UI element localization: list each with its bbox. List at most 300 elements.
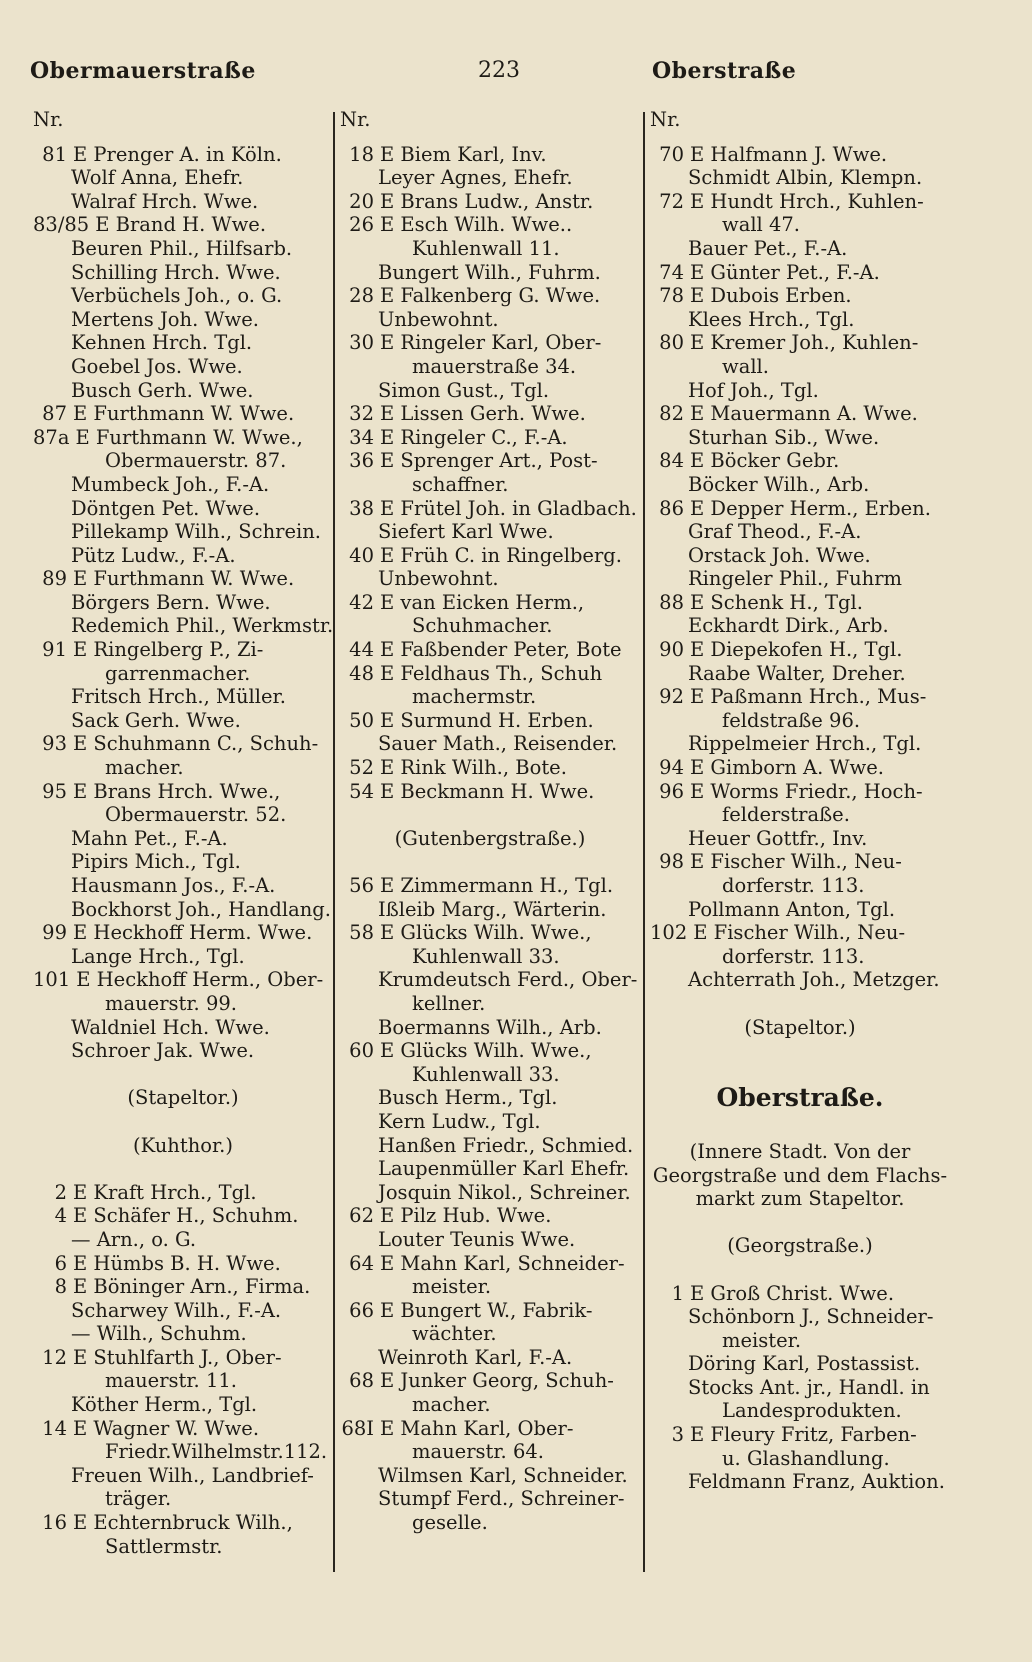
continuation-line: wall 47. <box>722 213 800 237</box>
resident-line: Pipirs Mich., Tgl. <box>71 850 241 874</box>
entry-text: E Surmund H. Erben. <box>380 708 594 732</box>
entry-text: E Sprenger Art., Post- <box>380 449 598 473</box>
house-entry <box>650 780 950 804</box>
house-number: 93 <box>42 732 67 756</box>
continuation-line: Obermauerstr. 52. <box>105 803 287 827</box>
section-heading: (Innere Stadt. Von der <box>689 1139 911 1163</box>
resident-line: Mumbeck Joh., F.-A. <box>71 472 270 496</box>
house-number: 87 <box>42 402 67 426</box>
entry-text: E Frütel Joh. in Gladbach. <box>380 496 637 520</box>
entry-text: E Glücks Wilh. Wwe., <box>380 1039 592 1063</box>
resident-line: Döntgen Pet. Wwe. <box>71 496 261 520</box>
resident-line: Leyer Agnes, Ehefr. <box>378 166 573 190</box>
resident-line: Bungert Wilh., Fuhrm. <box>378 260 601 284</box>
spacer <box>340 803 640 827</box>
resident-line: Krumdeutsch Ferd., Ober- <box>378 968 638 992</box>
house-entry <box>340 1039 640 1063</box>
resident-line: Boermanns Wilh., Arb. <box>378 1015 602 1039</box>
entry-text: E Groß Christ. Wwe. <box>690 1281 895 1305</box>
resident-line: Weinroth Karl, F.-A. <box>378 1345 573 1369</box>
house-number: 28 <box>349 284 374 308</box>
house-entry <box>650 1423 950 1447</box>
entry-text: E Hundt Hrch., Kuhlen- <box>690 189 924 213</box>
section-heading: (Stapeltor.) <box>127 1086 239 1110</box>
continuation-line: wall. <box>722 354 769 378</box>
spacer <box>650 1211 950 1235</box>
continuation-line: felderstraße. <box>722 803 850 827</box>
continuation-line: macher. <box>412 1393 491 1417</box>
entry-text: E Faßbender Peter, Bote <box>380 638 622 662</box>
entry-text: E Heckhoff Herm., Ober- <box>76 968 324 992</box>
house-entry <box>33 780 333 804</box>
continuation-line: Kuhlenwall 33. <box>412 1062 560 1086</box>
entry-text: E Junker Georg, Schuh- <box>380 1369 614 1393</box>
continuation-line: meister. <box>722 1328 802 1352</box>
house-number: 70 <box>659 142 684 166</box>
house-entry <box>340 1252 640 1276</box>
house-entry <box>33 567 333 591</box>
house-number: 95 <box>42 779 67 803</box>
continuation-line: mauerstr. 11. <box>105 1369 237 1393</box>
continuation-line: u. Glashandlung. <box>722 1446 890 1470</box>
house-entry <box>650 143 950 167</box>
resident-line: Böcker Wilh., Arb. <box>688 472 870 496</box>
house-entry <box>650 331 950 355</box>
entry-text: E Bungert W., Fabrik- <box>380 1298 593 1322</box>
resident-line: Hausmann Jos., F.-A. <box>71 874 276 897</box>
continuation-line: träger. <box>105 1487 172 1511</box>
house-number: 26 <box>349 213 374 237</box>
section-heading: (Georgstraße.) <box>727 1234 873 1258</box>
resident-line: Wolf Anna, Ehefr. <box>71 166 244 190</box>
resident-line: Stumpf Ferd., Schreiner- <box>378 1487 625 1511</box>
house-number: 54 <box>349 779 374 803</box>
entry-text: E Günter Pet., F.-A. <box>690 260 880 284</box>
house-number: 66 <box>349 1298 374 1322</box>
house-number: 88 <box>659 590 684 614</box>
continuation-line: dorferstr. 113. <box>722 874 865 897</box>
resident-line: Bauer Pet., F.-A. <box>688 236 848 260</box>
house-number: 18 <box>349 142 374 166</box>
continuation-line: kellner. <box>412 991 486 1015</box>
spacer <box>33 1063 333 1087</box>
house-entry <box>650 850 950 874</box>
house-number: 42 <box>349 590 374 614</box>
resident-line: Ißleib Marg., Wärterin. <box>378 897 607 921</box>
house-entry <box>650 402 950 426</box>
house-entry <box>650 497 950 521</box>
house-number: 87a <box>33 425 70 449</box>
column-3 <box>650 108 950 1494</box>
entry-text: E Brand H. Wwe. <box>95 213 267 237</box>
spacer <box>33 1157 333 1181</box>
entry-text: E Ringeler C., F.-A. <box>380 425 568 449</box>
spacer <box>650 1258 950 1282</box>
house-number: 3 <box>671 1423 684 1447</box>
house-number: 86 <box>659 496 684 520</box>
resident-line: Schroer Jak. Wwe. <box>71 1039 255 1063</box>
entry-text: E Pilz Hub. Wwe. <box>380 1204 552 1228</box>
resident-line: Beuren Phil., Hilfsarb. <box>71 236 293 260</box>
entry-text: E Brans Ludw., Anstr. <box>380 189 594 213</box>
house-number: 102 <box>650 921 688 945</box>
resident-line: Busch Gerh. Wwe. <box>71 378 254 402</box>
entry-text: E Furthmann W. Wwe., <box>75 425 303 449</box>
spacer <box>650 1039 950 1063</box>
resident-line: Raabe Walter, Dreher. <box>688 661 906 685</box>
resident-line: Scharwey Wilh., F.-A. <box>71 1298 282 1322</box>
house-entry <box>340 591 640 615</box>
house-number: 36 <box>349 449 374 473</box>
house-number: 89 <box>42 567 67 591</box>
house-number: 99 <box>42 921 67 945</box>
spacer <box>340 850 640 874</box>
resident-line: Unbewohnt. <box>378 307 499 331</box>
house-number: 72 <box>659 189 684 213</box>
house-number: 48 <box>349 661 374 685</box>
entry-text: E Schuhmann C., Schuh- <box>73 732 319 756</box>
entry-text: E Kraft Hrch., Tgl. <box>73 1180 257 1204</box>
house-entry <box>33 213 333 237</box>
house-number: 91 <box>42 638 67 662</box>
resident-line: Goebel Jos. Wwe. <box>71 354 243 378</box>
entry-text: E van Eicken Herm., <box>380 590 585 614</box>
house-number: 32 <box>349 402 374 426</box>
house-number: 4 <box>54 1204 67 1228</box>
continuation-line: mauerstraße 34. <box>412 354 577 378</box>
house-number: 84 <box>659 449 684 473</box>
entry-text: E Heckhoff Herm. Wwe. <box>73 921 313 945</box>
house-entry <box>650 921 950 945</box>
resident-line: Stocks Ant. jr., Handl. in <box>688 1375 930 1399</box>
resident-line: Bockhorst Joh., Handlang. <box>71 897 331 921</box>
house-entry <box>340 756 640 780</box>
house-entry <box>650 638 950 662</box>
house-number: 64 <box>349 1251 374 1275</box>
entry-text: E Ringeler Karl, Ober- <box>380 331 602 355</box>
house-entry <box>340 544 640 568</box>
house-entry <box>340 426 640 450</box>
entry-text: E Paßmann Hrch., Mus- <box>690 685 927 709</box>
entry-text: E Feldhaus Th., Schuh <box>380 661 603 685</box>
house-entry <box>33 143 333 167</box>
house-entry <box>340 449 640 473</box>
house-entry <box>33 426 333 450</box>
house-entry <box>650 190 950 214</box>
resident-line: Döring Karl, Postassist. <box>688 1352 921 1376</box>
house-number: 74 <box>659 260 684 284</box>
resident-line: Schilling Hrch. Wwe. <box>71 260 281 284</box>
house-entry <box>650 591 950 615</box>
header-street-left: Obermauerstraße <box>30 58 256 84</box>
nr-heading: Nr. <box>340 108 371 131</box>
resident-line: Mertens Joh. Wwe. <box>71 307 259 331</box>
entry-text: E Dubois Erben. <box>690 284 852 308</box>
entry-text: E Echternbruck Wilh., <box>73 1511 293 1535</box>
entry-text: E Worms Friedr., Hoch- <box>690 779 923 803</box>
house-entry <box>340 1204 640 1228</box>
house-entry <box>33 1417 333 1441</box>
house-number: 80 <box>659 331 684 355</box>
house-number: 6 <box>54 1251 67 1275</box>
house-entry <box>33 732 333 756</box>
house-number: 82 <box>659 402 684 426</box>
section-heading: (Gutenbergstraße.) <box>394 826 586 850</box>
street-title: Oberstraße. <box>716 1083 884 1113</box>
resident-line: Sauer Math., Reisender. <box>378 732 618 756</box>
house-entry <box>650 261 950 285</box>
resident-line: Orstack Joh. Wwe. <box>688 543 871 567</box>
continuation-line: garrenmacher. <box>105 661 251 685</box>
entry-text: E Böcker Gebr. <box>690 449 840 473</box>
entry-text: E Mauermann A. Wwe. <box>690 402 918 426</box>
resident-line: Pollmann Anton, Tgl. <box>688 897 896 921</box>
house-entry <box>340 874 640 898</box>
house-entry <box>340 638 640 662</box>
resident-line: Graf Theod., F.-A. <box>688 520 862 544</box>
entry-text: E Beckmann H. Wwe. <box>380 779 595 803</box>
resident-line: Eckhardt Dirk., Arb. <box>688 614 889 638</box>
page-number: 223 <box>478 58 520 83</box>
house-entry <box>340 1417 640 1441</box>
house-entry <box>33 968 333 992</box>
house-entry <box>340 331 640 355</box>
resident-line: Josquin Nikol., Schreiner. <box>378 1180 631 1204</box>
house-number: 96 <box>659 779 684 803</box>
house-number: 90 <box>659 638 684 662</box>
spacer <box>650 992 950 1016</box>
resident-line: Waldniel Hch. Wwe. <box>71 1015 270 1039</box>
entry-text: E Brans Hrch. Wwe., <box>73 779 281 803</box>
resident-line: — Arn., o. G. <box>71 1227 197 1251</box>
continuation-line: dorferstr. 113. <box>722 944 865 968</box>
resident-line: Hanßen Friedr., Schmied. <box>378 1133 634 1157</box>
spacer <box>33 1110 333 1134</box>
continuation-line: machermstr. <box>412 685 537 709</box>
house-number: 14 <box>42 1416 67 1440</box>
house-number: 20 <box>349 189 374 213</box>
entry-text: E Halfmann J. Wwe. <box>690 142 888 166</box>
resident-line: Schmidt Albin, Klempn. <box>688 166 923 190</box>
entry-text: E Zimmermann H., Tgl. <box>380 874 614 897</box>
resident-line: Walraf Hrch. Wwe. <box>71 189 259 213</box>
resident-line: Heuer Gottfr., Inv. <box>688 826 868 850</box>
house-entry <box>340 143 640 167</box>
house-entry <box>340 402 640 426</box>
entry-text: E Fischer Wilh., Neu- <box>690 850 902 874</box>
house-number: 52 <box>349 756 374 780</box>
resident-line: Klees Hrch., Tgl. <box>688 307 855 331</box>
entry-text: E Ringelberg P., Zi- <box>73 638 264 662</box>
resident-line: Pillekamp Wilh., Schrein. <box>71 520 322 544</box>
continuation-line: Friedr.Wilhelmstr.112. <box>105 1440 328 1464</box>
continuation-line: Schuhmacher. <box>412 614 553 638</box>
house-entry <box>340 662 640 686</box>
house-entry <box>340 709 640 733</box>
resident-line: Pütz Ludw., F.-A. <box>71 543 236 567</box>
house-number: 83/85 <box>33 213 90 237</box>
resident-line: Mahn Pet., F.-A. <box>71 826 228 850</box>
resident-line: Schönborn J., Schneider- <box>688 1305 934 1329</box>
house-number: 50 <box>349 708 374 732</box>
entry-text: E Mahn Karl, Ober- <box>380 1416 574 1440</box>
continuation-line: Landesprodukten. <box>722 1399 902 1423</box>
house-entry <box>33 1181 333 1205</box>
house-entry <box>340 780 640 804</box>
house-number: 62 <box>349 1204 374 1228</box>
resident-line: Sturhan Sib., Wwe. <box>688 425 880 449</box>
house-entry <box>650 756 950 780</box>
continuation-line: geselle. <box>412 1511 488 1535</box>
resident-line: Simon Gust., Tgl. <box>378 378 550 402</box>
entry-text: E Stuhlfarth J., Ober- <box>73 1345 282 1369</box>
nr-heading: Nr. <box>33 108 64 131</box>
resident-line: Busch Herm., Tgl. <box>378 1086 558 1110</box>
entry-text: E Mahn Karl, Schneider- <box>380 1251 625 1275</box>
resident-line: Köther Herm., Tgl. <box>71 1393 258 1417</box>
column-2 <box>340 108 640 1535</box>
entry-text: E Schenk H., Tgl. <box>690 590 863 614</box>
continuation-line: schaffner. <box>412 472 509 496</box>
house-number: 94 <box>659 756 684 780</box>
entry-text: E Wagner W. Wwe. <box>73 1416 260 1440</box>
entry-text: E Gimborn A. Wwe. <box>690 756 884 780</box>
entry-text: E Fleury Fritz, Farben- <box>690 1423 917 1447</box>
house-entry <box>340 284 640 308</box>
resident-line: Sack Gerh. Wwe. <box>71 708 241 732</box>
header-street-right: Oberstraße <box>652 58 797 84</box>
continuation-line: Kuhlenwall 33. <box>412 944 560 968</box>
house-entry <box>33 1346 333 1370</box>
resident-line: Rippelmeier Hrch., Tgl. <box>688 732 922 756</box>
entry-text: E Früh C. in Ringelberg. <box>380 543 622 567</box>
house-entry <box>33 1511 333 1535</box>
house-number: 1 <box>671 1281 684 1305</box>
resident-line: Hof Joh., Tgl. <box>688 378 819 402</box>
house-entry <box>33 638 333 662</box>
resident-line: Unbewohnt. <box>378 567 499 591</box>
house-number: 2 <box>54 1180 67 1204</box>
resident-line: Lange Hrch., Tgl. <box>71 944 245 968</box>
house-entry <box>340 190 640 214</box>
house-entry <box>33 402 333 426</box>
entry-text: E Esch Wilh. Wwe.. <box>380 213 573 237</box>
entry-text: E Hümbs B. H. Wwe. <box>73 1251 281 1275</box>
continuation-line: feldstraße 96. <box>722 708 861 732</box>
section-heading: markt zum Stapeltor. <box>695 1187 905 1211</box>
spacer <box>650 1116 950 1140</box>
house-entry <box>340 497 640 521</box>
house-number: 38 <box>349 496 374 520</box>
house-number: 68I <box>341 1416 374 1440</box>
continuation-line: Kuhlenwall 11. <box>412 236 560 260</box>
house-number: 12 <box>42 1345 67 1369</box>
continuation-line: macher. <box>105 756 184 780</box>
entry-text: E Glücks Wilh. Wwe., <box>380 921 592 945</box>
house-entry <box>340 1299 640 1323</box>
resident-line: Fritsch Hrch., Müller. <box>71 685 286 709</box>
resident-line: Kern Ludw., Tgl. <box>378 1109 541 1133</box>
column-divider-2 <box>643 112 645 1572</box>
house-number: 68 <box>349 1369 374 1393</box>
entry-text: E Furthmann W. Wwe. <box>73 567 295 591</box>
house-number: 98 <box>659 850 684 874</box>
house-number: 101 <box>33 968 71 992</box>
section-heading: (Stapeltor.) <box>744 1015 856 1039</box>
entry-text: E Biem Karl, Inv. <box>380 142 547 166</box>
house-entry <box>33 1252 333 1276</box>
house-entry <box>650 284 950 308</box>
resident-line: Redemich Phil., Werkmstr. <box>71 614 334 638</box>
entry-text: E Depper Herm., Erben. <box>690 496 931 520</box>
house-entry <box>340 213 640 237</box>
entry-text: E Böninger Arn., Firma. <box>73 1275 311 1299</box>
house-entry <box>33 1275 333 1299</box>
resident-line: Achterrath Joh., Metzger. <box>688 968 940 992</box>
entry-text: E Lissen Gerh. Wwe. <box>380 402 586 426</box>
entry-text: E Falkenberg G. Wwe. <box>380 284 601 308</box>
house-number: 8 <box>54 1275 67 1299</box>
house-number: 58 <box>349 921 374 945</box>
house-number: 56 <box>349 874 374 897</box>
continuation-line: Obermauerstr. 87. <box>105 449 287 473</box>
entry-text: E Prenger A. in Köln. <box>73 142 282 166</box>
house-entry <box>33 1204 333 1228</box>
house-number: 34 <box>349 425 374 449</box>
resident-line: Laupenmüller Karl Ehefr. <box>378 1157 630 1181</box>
continuation-line: Sattlermstr. <box>105 1534 223 1558</box>
house-number: 30 <box>349 331 374 355</box>
resident-line: — Wilh., Schuhm. <box>71 1322 247 1346</box>
house-entry <box>650 1282 950 1306</box>
entry-text: E Furthmann W. Wwe. <box>73 402 295 426</box>
entry-text: E Schäfer H., Schuhm. <box>73 1204 299 1228</box>
entry-text: E Rink Wilh., Bote. <box>380 756 567 780</box>
house-number: 92 <box>659 685 684 709</box>
house-number: 81 <box>42 142 67 166</box>
resident-line: Börgers Bern. Wwe. <box>71 590 271 614</box>
house-entry <box>340 921 640 945</box>
section-heading: (Kuhthor.) <box>133 1133 233 1157</box>
entry-text: E Kremer Joh., Kuhlen- <box>690 331 919 355</box>
resident-line: Verbüchels Joh., o. G. <box>71 284 283 308</box>
resident-line: Siefert Karl Wwe. <box>378 520 554 544</box>
resident-line: Wilmsen Karl, Schneider. <box>378 1463 628 1487</box>
resident-line: Freuen Wilh., Landbrief- <box>71 1463 314 1487</box>
entry-text: E Fischer Wilh., Neu- <box>693 921 906 945</box>
house-number: 78 <box>659 284 684 308</box>
entry-text: E Diepekofen H., Tgl. <box>690 638 903 662</box>
house-entry <box>33 921 333 945</box>
resident-line: Louter Teunis Wwe. <box>378 1227 576 1251</box>
column-divider-1 <box>333 112 335 1572</box>
continuation-line: mauerstr. 64. <box>412 1440 544 1464</box>
resident-line: Feldmann Franz, Auktion. <box>688 1470 945 1494</box>
column-1 <box>33 108 333 1558</box>
nr-heading: Nr. <box>650 108 681 131</box>
page-header <box>0 58 1032 92</box>
house-number: 44 <box>349 638 374 662</box>
house-entry <box>650 449 950 473</box>
resident-line: Ringeler Phil., Fuhrm <box>688 567 903 591</box>
house-number: 60 <box>349 1039 374 1063</box>
section-heading: Georgstraße und dem Flachs- <box>652 1163 948 1187</box>
house-number: 40 <box>349 543 374 567</box>
house-entry <box>650 685 950 709</box>
house-number: 16 <box>42 1511 67 1535</box>
continuation-line: wächter. <box>412 1322 497 1346</box>
continuation-line: mauerstr. 99. <box>105 991 237 1015</box>
